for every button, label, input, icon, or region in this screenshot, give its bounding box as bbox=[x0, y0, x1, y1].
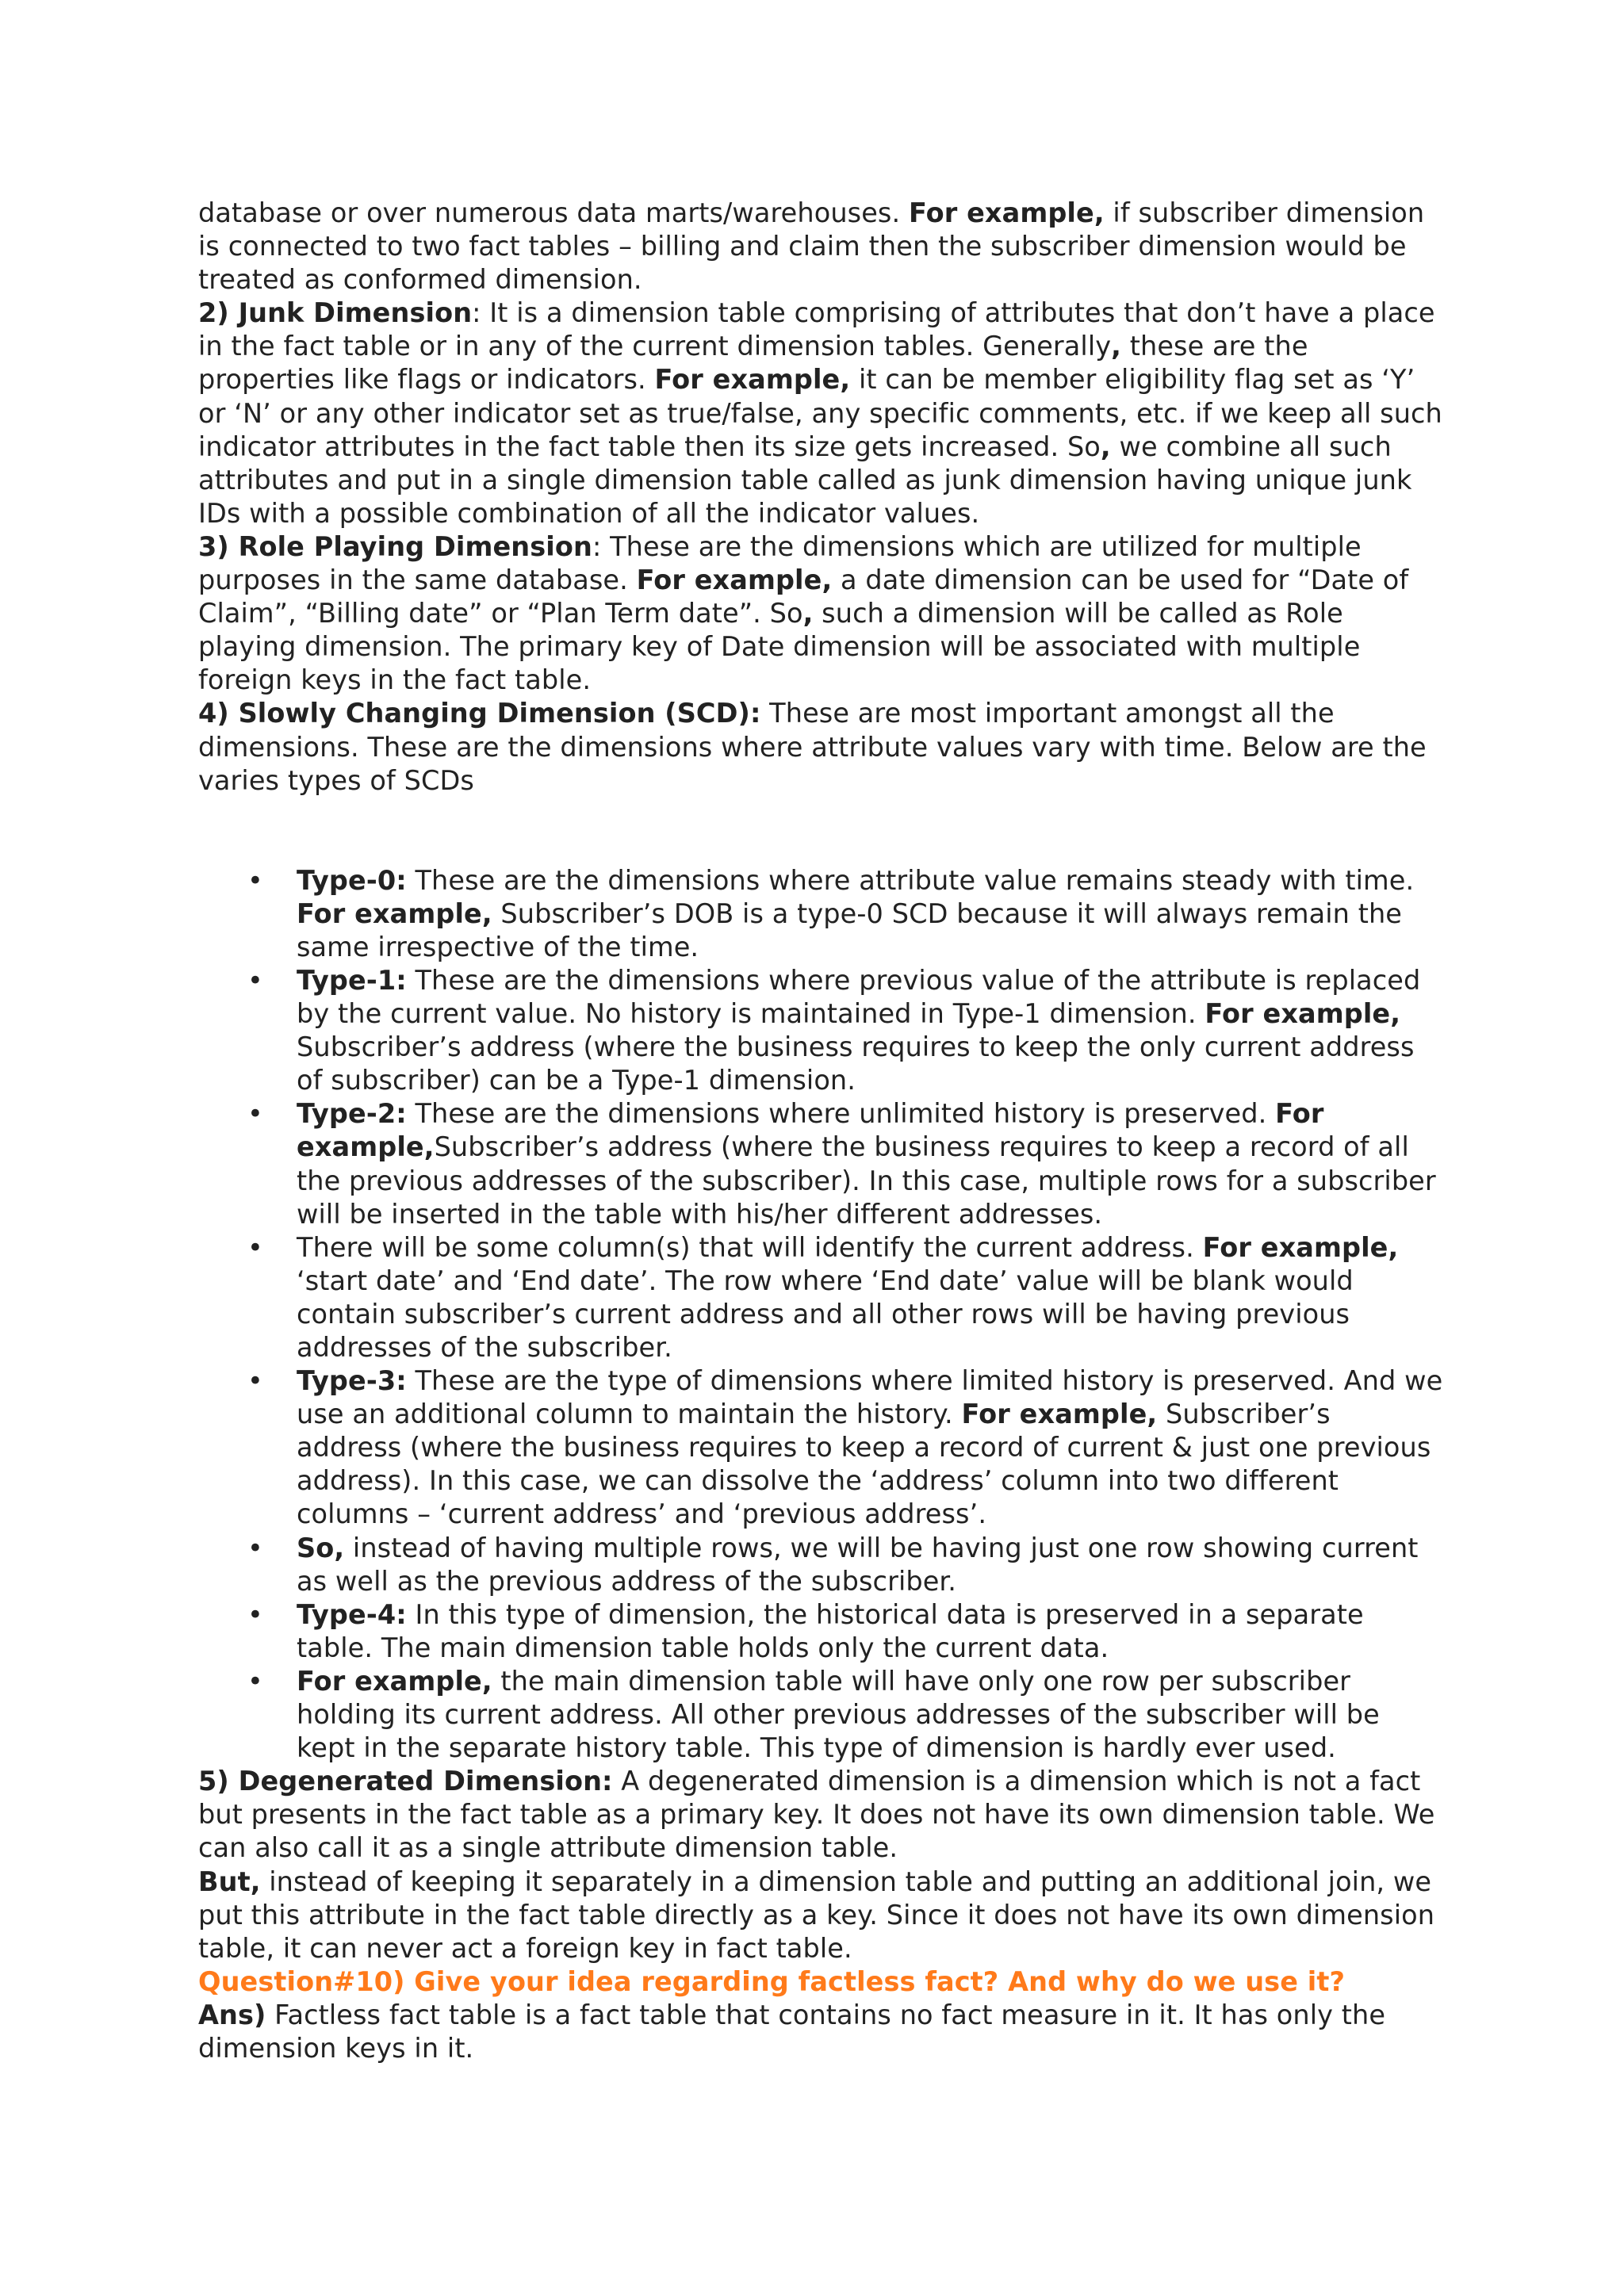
text: ‘start date’ and ‘End date’. The row where ‘End date’ value will be blank would contain subscriber’s current address and all other rows will be having previous addresses of the subscriber. bbox=[297, 1265, 1354, 1363]
scd-paragraph bbox=[198, 697, 1443, 797]
bullet-icon: • bbox=[247, 1231, 263, 1263]
bullet-icon: • bbox=[247, 1598, 263, 1630]
answer-paragraph bbox=[198, 1999, 1443, 2065]
bullet-icon: • bbox=[247, 964, 263, 996]
bullet-icon: • bbox=[247, 864, 263, 896]
text: instead of keeping it separately in a dimension table and putting an additional join, we put this attribute in the fact table directly as a key. Since it does not have its own dimension table, it can never act a foreign key in fact table. bbox=[198, 1866, 1435, 1964]
text: Factless fact table is a fact table that contains no fact measure in it. It has only the dimension keys in it. bbox=[198, 1999, 1386, 2064]
bold-text: For example, bbox=[297, 1098, 1324, 1163]
bold-text: So, bbox=[297, 1532, 345, 1563]
list-item-type-1 bbox=[198, 964, 1443, 1097]
text: Subscriber’s address (where the business requires to keep a record of current & just one previous address). In this case, we can dissolve the ‘address’ column into two different columns – ‘current address’ and ‘previous address’. bbox=[297, 1399, 1431, 1530]
text: a date dimension can be used for “Date of Claim”, “Billing date” or “Plan Term date”. So bbox=[198, 564, 1409, 629]
bullet-icon: • bbox=[247, 1098, 263, 1130]
text: There will be some column(s) that will identify the current address. bbox=[297, 1231, 1203, 1263]
role-playing-heading: 3) Role Playing Dimension bbox=[198, 530, 592, 562]
document-body bbox=[198, 197, 1443, 2065]
bold-text: Type-0: bbox=[297, 864, 407, 896]
text: we combine all such attributes and put in a single dimension table called as junk dimension having unique junk IDs with a possible combination of all the indicator values. bbox=[198, 430, 1412, 529]
bold-text: But, bbox=[198, 1866, 261, 1897]
role-playing-dimension-paragraph bbox=[198, 530, 1443, 697]
junk-dimension-heading: 2) Junk Dimension bbox=[198, 297, 473, 329]
bold-text: Type-4: bbox=[297, 1598, 407, 1630]
bold-text: , bbox=[1100, 430, 1111, 462]
bold-text: For example, bbox=[908, 197, 1105, 228]
text: Subscriber’s address (where the business requires to keep the only current address of subscriber) can be a Type-1 dimension. bbox=[297, 1031, 1415, 1096]
bold-text: For example, bbox=[961, 1399, 1158, 1430]
text: it can be member eligibility flag set as ‘Y’ or ‘N’ or any other indicator set as true/false, any specific comments, etc. if we keep all such indicator attributes in the fact table then its size gets increased. So bbox=[198, 364, 1442, 462]
text: Subscriber’s address (where the business requires to keep a record of all the previous addresses of the subscriber). In this case, multiple rows for a subscriber will be inserted in the table with his/her different addresses. bbox=[297, 1131, 1436, 1230]
bold-text: For example, bbox=[654, 364, 851, 396]
text: the main dimension table will have only one row per subscriber holding its current address. All other previous addresses of the subscriber will be kept in the separate history table. This type of dimension is hardly ever used. bbox=[297, 1665, 1380, 1764]
list-item-columns bbox=[198, 1231, 1443, 1364]
list-item-type-3 bbox=[198, 1364, 1443, 1531]
list-item-type-4 bbox=[198, 1598, 1443, 1665]
scd-heading: 4) Slowly Changing Dimension (SCD): bbox=[198, 698, 761, 729]
answer-label: Ans) bbox=[198, 1999, 266, 2030]
degenerated-heading: 5) Degenerated Dimension: bbox=[198, 1766, 613, 1797]
text: A degenerated dimension is a dimension which is not a fact but presents in the fact table as a primary key. It does not have its own dimension table. We can also call it as a single attribute dimension table. bbox=[198, 1766, 1435, 1864]
bold-text: For example, bbox=[636, 564, 833, 596]
text: instead of having multiple rows, we will be having just one row showing current as well as the previous address of the subscriber. bbox=[297, 1532, 1419, 1597]
bold-text: , bbox=[802, 598, 814, 629]
list-item-example-4 bbox=[198, 1665, 1443, 1765]
text: These are the dimensions where previous value of the attribute is replaced by the current value. No history is maintained in Type-1 dimension. bbox=[297, 964, 1421, 1030]
text: These are the dimensions where unlimited history is preserved. bbox=[406, 1098, 1276, 1130]
list-item-so bbox=[198, 1532, 1443, 1598]
text: These are most important amongst all the dimensions. These are the dimensions where attribute values vary with time. Below are the varies types of SCDs bbox=[198, 698, 1427, 796]
bullet-icon: • bbox=[247, 1665, 263, 1697]
text: Subscriber’s DOB is a type-0 SCD because it will always remain the same irrespective of the time. bbox=[297, 897, 1403, 962]
spacer bbox=[198, 798, 1443, 864]
text: In this type of dimension, the historical data is preserved in a separate table. The main dimension table holds only the current data. bbox=[297, 1598, 1364, 1663]
text: : It is a dimension table comprising of attributes that don’t have a place in the fact table or in any of the current dimension tables. Generally bbox=[198, 297, 1435, 362]
text: if subscriber dimension is connected to two fact tables – billing and claim then the subscriber dimension would be treated as conformed dimension. bbox=[198, 197, 1425, 296]
bold-text: , bbox=[1111, 331, 1121, 362]
text: such a dimension will be called as Role playing dimension. The primary key of Date dimension will be associated with multiple foreign keys in the fact table. bbox=[198, 598, 1361, 696]
scd-types-list bbox=[198, 864, 1443, 1766]
list-item-type-0 bbox=[198, 864, 1443, 964]
but-paragraph bbox=[198, 1866, 1443, 1965]
junk-dimension-paragraph bbox=[198, 297, 1443, 530]
text: : These are the dimensions which are utilized for multiple purposes in the same database. bbox=[198, 530, 1362, 596]
degenerated-dimension-paragraph bbox=[198, 1765, 1443, 1865]
bold-text: Type-2: bbox=[297, 1098, 407, 1130]
conformed-dimension-paragraph bbox=[198, 197, 1443, 297]
bold-text: Type-1: bbox=[297, 964, 407, 996]
bold-text: For example, bbox=[1202, 1231, 1399, 1263]
bullet-icon: • bbox=[247, 1532, 263, 1563]
bullet-icon: • bbox=[247, 1365, 263, 1397]
bold-text: For example, bbox=[297, 1665, 492, 1697]
question-heading: Question#10) Give your idea regarding factless fact? And why do we use it? bbox=[198, 1965, 1346, 1997]
text: database or over numerous data marts/warehouses. bbox=[198, 197, 909, 228]
text: These are the type of dimensions where limited history is preserved. And we use an additional column to maintain the history. bbox=[297, 1365, 1443, 1430]
bold-text: For example, bbox=[1205, 998, 1401, 1030]
bold-text: For example, bbox=[297, 897, 492, 929]
text: These are the dimensions where attribute value remains steady with time. bbox=[406, 864, 1415, 896]
text: these are the properties like flags or indicators. bbox=[198, 331, 1308, 396]
bold-text: Type-3: bbox=[297, 1365, 407, 1397]
list-item-type-2 bbox=[198, 1097, 1443, 1230]
